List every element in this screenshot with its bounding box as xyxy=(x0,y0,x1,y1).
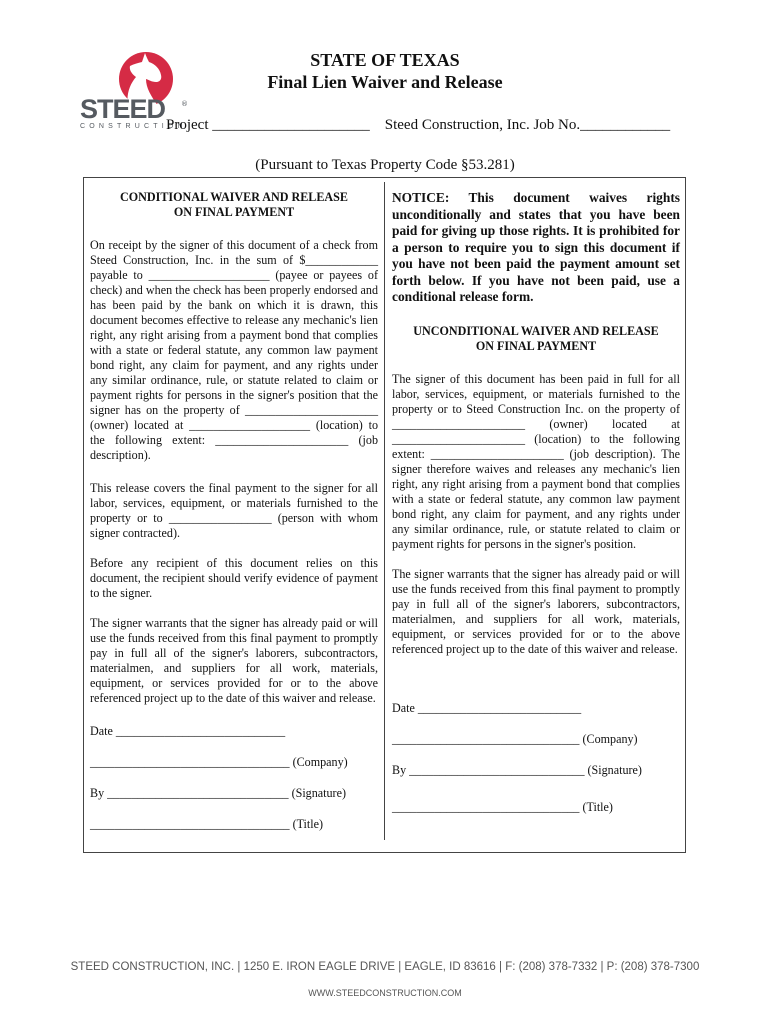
document-subtitle: Final Lien Waiver and Release xyxy=(267,72,503,92)
footer-website: WWW.STEEDCONSTRUCTION.COM xyxy=(308,988,462,998)
unconditional-release-column xyxy=(392,190,680,815)
conditional-heading: CONDITIONAL WAIVER AND RELEASE xyxy=(120,190,348,204)
conditional-release-column xyxy=(90,190,378,832)
conditional-title-field[interactable]: _________________________________ (Title) xyxy=(90,817,324,831)
conditional-date-field[interactable]: Date ____________________________ xyxy=(90,724,286,738)
notice-text: NOTICE: This document waives rights unconditionally and states that you have been paid for giving up those rights. It is prohibited for a person to require you to sign this document if you have not been paid the payment amount set forth below. If you have not been paid, use a conditional release form. xyxy=(392,190,680,304)
unconditional-date-field[interactable]: Date ___________________________ xyxy=(392,700,582,715)
logo-subtitle: CONSTRUCTION xyxy=(80,123,187,130)
conditional-paragraph-3: Before any recipient of this document relies on this document, the recipient should verify evidence of payment to the signer. xyxy=(90,556,378,600)
unconditional-paragraph-1: The signer of this document has been paid in full for all labor, services, equipment, or materials furnished to the property or to Steed Construction Inc. on the property of ______________________ (owner) located at ______________________ (location) to the following extent: ______________________ (job description). The signer therefore waives and releases any mechanic's lien right, any right arising from a payment bond that complies with a state or federal statute, any common law payment bond right, any claim for payment, and any rights under any similar ordinance, rule, or statute related to claim or payment rights for persons in the signer's position. xyxy=(392,371,680,551)
conditional-paragraph-2: This release covers the final payment to the signer for all labor, services, equipment, or materials furnished to the property or to _________________ (person with whom signer contracted). xyxy=(90,481,378,540)
conditional-subheading: ON FINAL PAYMENT xyxy=(173,205,295,219)
logo-wordmark: STEED xyxy=(80,94,166,124)
unconditional-heading: UNCONDITIONAL WAIVER AND RELEASE xyxy=(413,323,659,338)
statute-reference: (Pursuant to Texas Property Code §53.281) xyxy=(255,157,515,173)
document-title: STATE OF TEXAS xyxy=(310,50,460,70)
column-divider xyxy=(384,182,385,840)
unconditional-signature-field[interactable]: By _____________________________ (Signature) xyxy=(392,762,642,777)
conditional-paragraph-4: The signer warrants that the signer has already paid or will use the funds received from this final payment to promptly pay in full all of the signer's laborers, subcontractors, materialmen, and suppliers for all work, materials, equipment, or services provided for or to the above referenced project up to the date of this waiver and release. xyxy=(90,616,378,705)
conditional-signature-field[interactable]: By ______________________________ (Signature) xyxy=(90,786,346,800)
unconditional-paragraph-2: The signer warrants that the signer has already paid or will use the funds received from this final payment to promptly pay in full all of the signer's laborers, subcontractors, materialmen, and suppliers for all work, materials, equipment, or services provided for or to the above referenced project up to the date of this waiver and release. xyxy=(392,566,680,656)
unconditional-title-field[interactable]: _______________________________ (Title) xyxy=(392,799,613,814)
footer-address: STEED CONSTRUCTION, INC. | 1250 E. IRON EAGLE DRIVE | EAGLE, ID 83616 | F: (208) 378-7332 | P: (208) 378-7300 xyxy=(70,961,700,973)
conditional-company-field[interactable]: _________________________________ (Company) xyxy=(90,755,348,769)
unconditional-company-field[interactable]: _______________________________ (Company) xyxy=(392,731,638,746)
project-job-line: Project _____________________ Steed Construction, Inc. Job No.____________ xyxy=(166,117,671,133)
registered-mark: ® xyxy=(181,100,188,108)
conditional-paragraph-1: On receipt by the signer of this document of a check from Steed Construction, Inc. in the sum of $____________ payable to ____________________ (payee or payees of check) and when the check has been properly endorsed and has been paid by the bank on which it is drawn, this document becomes effective to release any mechanic's lien right, any right arising from a payment bond that complies with a state or federal statute, any common law payment bond right, any claim for payment, and any rights under any similar ordinance, rule, or statute related to claim or payment rights for persons in the signer's position that the signer has on the property of ______________________ (owner) located at ____________________ (location) to the following extent: ______________________ (job description). xyxy=(90,238,378,462)
unconditional-subheading: ON FINAL PAYMENT xyxy=(475,338,597,353)
